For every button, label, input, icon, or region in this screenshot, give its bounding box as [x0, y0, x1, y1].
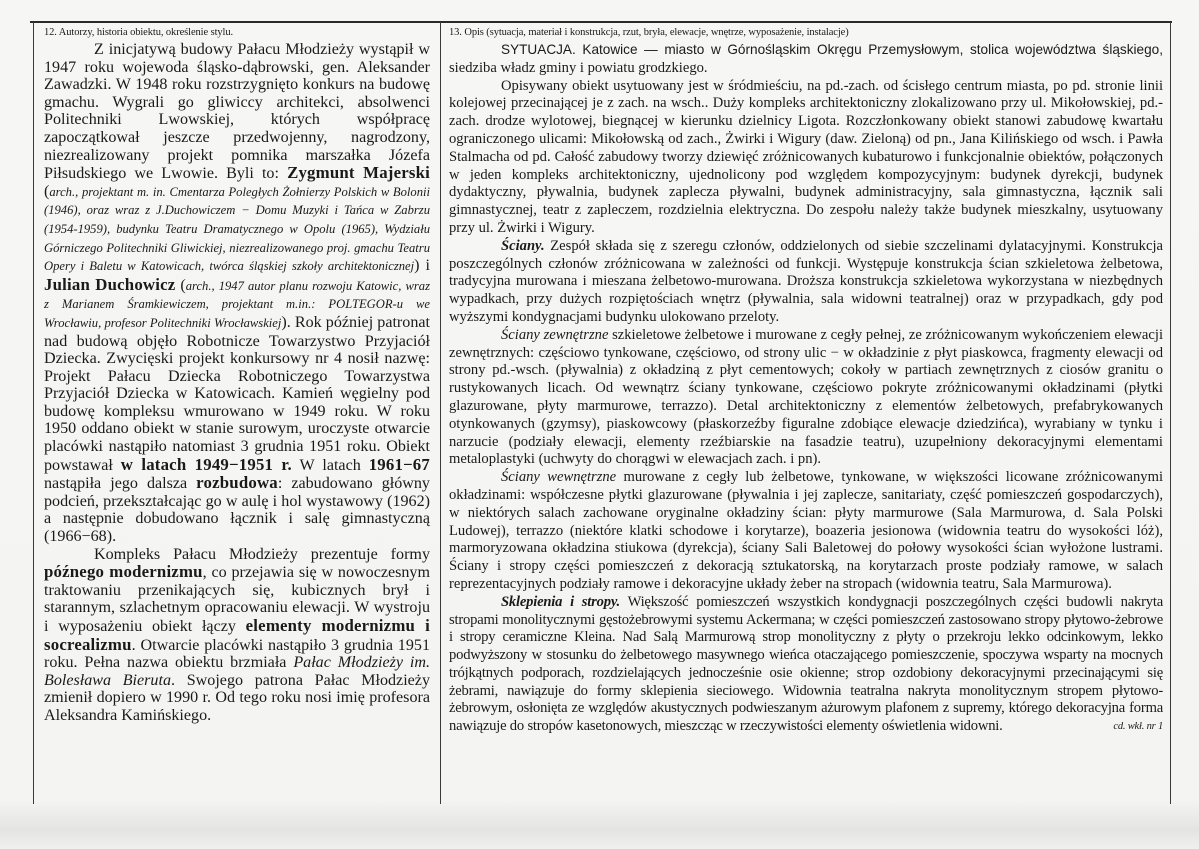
text-run: murowane z cegły lub żelbetowe, tynkowane, w większości licowane zróżnicowanymi okładzinami: współczesne płytki glazurowane (pływalnia i jej zaplecze, sanitariaty, część pomieszczeń gospodarczych), w niektórych salach zachowane oryginalne okładziny ścian: płyty marmurowe (Sala Marmurowa, d. Sala Polski Ludowej), terrazzo (niektóre klatki schodowe i korytarze), boazeria jesionowa (widownia teatru do wysokości lóż), marmoryzowana okładzina stiukowa (dyrekcja), ściany Sali Baletowej do połowy wysokości ścian wyłożone lustrami. Ściany i stropy części pomieszczeń z dekoracją sztukatorską, na korytarzach proste podziały ramowe, w salach reprezentacyjnych podziały ramowe i dekoracyjne układy żeber na stropach (widownia teatru, Sala Marmurowa). [449, 469, 1163, 592]
paragraph [44, 41, 430, 546]
text-run: : zabudowano główny podcień, przekształcając go w aulę i hol wystawowy (1962) a następnie dobudowano łącznik i salę gimnastyczną (1966−68). [44, 475, 430, 546]
paragraph [449, 41, 1163, 78]
text-run: siedziba władz gminy i powiatu grodzkiego. [449, 59, 708, 76]
paragraph [44, 546, 430, 725]
emphasized-text: Julian Duchowicz [44, 274, 176, 294]
emphasized-text: Sklepienia i stropy. [501, 593, 620, 610]
paragraph [449, 238, 1163, 327]
emphasized-text: rozbudowa [196, 473, 278, 493]
text-run: Kompleks Pałacu Młodzieży prezentuje formy [94, 545, 430, 563]
text-run: nastąpiła jego dalsza [44, 475, 197, 493]
section-body [449, 41, 1163, 736]
section-13-description [449, 24, 1163, 736]
text-run: Zespół składa się z szeregu członów, oddzielonych od siebie szczelinami dylatacyjnymi. Konstrukcja poszczególnych członów zróżnicowana w zależności od funkcji. Występuje konstrukcja ścian szkieletowa żelbetowa, tradycyjna murowana i mieszana żelbetowo-murowana. Droższa konstrukcja szkieletowa wykorzystana w niezbędnych wypadkach, przy dużych rozpiętościach wnętrz (pływalnia, sala widowni teatralnej) oraz w przypadkach, gdy pod wyższymi kondygnacjami budynku ulokowano przeloty. [449, 237, 1163, 325]
right-border [1170, 22, 1171, 804]
section-12-authors-history [44, 24, 430, 725]
italic-text: Ściany wewnętrzne [501, 469, 617, 486]
italic-text: Ściany zewnętrzne [501, 326, 609, 343]
text-run: , co przejawia się w nowoczesnym traktowaniu przenikających się, kubicznych brył i starannym, szlachetnym opracowaniu elewacji. W wystroju i wyposażeniu obiekt łączy [44, 564, 430, 635]
emphasized-text: 1961−67 [368, 454, 430, 474]
emphasized-text: w latach 1949−1951 r. [120, 454, 292, 474]
text-run: Opisywany obiekt usytuowany jest w śródmieściu, na pd.-zach. od ścisłego centrum miasta, po pd. stronie linii kolejowej przecinającej je z zach. na wsch.. Duży kompleks architektoniczny zlokalizowano przy ul. Mikołowskiej, pd.-zach. drodze wylotowej, biegnącej w kierunku dzielnicy Ligota. Rozczłonkowany obiekt stanowi zabudowę kwartału ograniczonego ulicami: Mikołowską od zach., Żwirki i Wigury (daw. Zieloną) od pn., Jana Kilińskiego od wsch. i Pawła Stalmacha od pd. Całość zabudowy tworzy dziewięć zróżnicowanych kubaturowo i funkcjonalnie obiektów, połączonych w jeden kompleks architektoniczny, ujednolicony pod względem kompozycyjnym: budynek dyrekcji, budynek dydaktyczny, pływalnia, budynek zaplecza pływalni, budynek administracyjny, sala gimnastyczna, łącznik sali gimnastycznej, teatr z zapleczem, rozdzielnia elektryczna. Do zespołu należy także budynek mieszkalny, usytuowany przy ul. Żwirki i Wigury. [449, 77, 1163, 236]
text-run: ) i [414, 257, 431, 275]
section-body [44, 41, 430, 725]
paragraph [449, 594, 1163, 736]
italic-text: arch., projektant m. in. Cmentarza Poległych Żołnierzy Polskich w Bolonii (1946), oraz wraz z J.Duchowiczem − Domu Muzyki i Tańca w Zabrzu (1954-1959), budynku Teatru Dramatycznego w Opolu (1965), Wydziału Górniczego Politechniki Gliwickiej, niezrealizowanego proj. gmachu Teatru Opery i Baletu w Katowicach, twórca śląskiej szkoły architektonicznej [44, 184, 430, 274]
continuation-note: cd. wkł. nr 1 [1113, 721, 1163, 733]
emphasized-text: elementy modernizmu i socrealizmu [44, 616, 431, 654]
italic-text: arch., 1947 autor planu rozwoju Katowic, wraz z Marianem Śramkiewiczem, projektant m.in.: POLTEGOR-u we Wrocławiu, profesor Politechniki Wrocławskiej [44, 278, 430, 330]
text-run: Większość pomieszczeń wszystkich kondygnacji poszczególnych części budowli nakryta stropami monolitycznymi gęstożebrowymi systemu Ackermana; w części pomieszczeń zastosowano stropy płytowo-żebrowe i stropy ceramiczne Kleina. Nad Salą Marmurową strop monolityczny z płyty o przekroju lekko odcinkowym, lekko podwyższony w stosunku do żelbetowego masywnego wieńca otaczającego pomieszczenie, spoczywa wsparty na mocnych trójkątnych podporach, rozdzielających jednocześnie osie okienne; strop ozdobiony dekoracyjnymi przecinającymi się żebrami, nawiązuje do formy sklepienia sieciowego. Widownia teatralna nakryta monolitycznym stropem płytowo-żebrowym, osłonięta ze względów akustycznych podwieszanym ażurowym plafonem z supremy, którego dekoracyjna forma nawiązuje do stropów kasetonowych, mieszcząc w rzeczywistości elementy oświetlenia widowni. [449, 593, 1163, 735]
text-run: W latach [291, 456, 369, 474]
text-run: ). Rok później patronat nad budową objęło Robotnicze Towarzystwo Przyjaciół Dziecka. Zwycięski projekt konkursowy nr 4 nosił nazwę: Projekt Pałacu Dziecka Robotniczego Towarzystwa Przyjaciół Dziecka w Katowicach. Kamień węgielny pod budowę kompleksu wmurowano w 1949 roku. W roku 1950 oddano obiekt w stanie surowym, uroczyste otwarcie placówki nastąpiło natomiast 3 grudnia 1951 roku. Obiekt powstawał [44, 313, 430, 474]
paragraph [449, 78, 1163, 238]
italic-text: Pałac Młodzieży im. Bolesława Bieruta [44, 654, 430, 689]
emphasized-text: Ściany. [501, 237, 545, 254]
top-rule [30, 21, 1172, 23]
left-border [33, 22, 34, 804]
text-run: ( [44, 182, 50, 200]
text-run: Z inicjatywą budowy Pałacu Młodzieży wystąpił w 1947 roku wojewoda śląsko-dąbrowski, gen. Aleksander Zawadzki. W 1948 roku rozstrzygnięto konkurs na budowę gmachu. Wygrali go gliwiccy architekci, absolwenci Politechniki Lwowskiej, których współpracę zapoczątkował jeszcze przedwojenny, nagrodzony, niezrealizowany projekt pomnika marszałka Józefa Piłsudskiego we Lwowie. Byli to: [44, 41, 430, 183]
text-run: . Otwarcie placówki nastąpiło 3 grudnia 1951 roku. Pełna nazwa obiektu brzmiała [44, 636, 430, 672]
paragraph [449, 327, 1163, 469]
text-run: szkieletowe żelbetowe i murowane z cegły pełnej, ze zróżnicowanym wykończeniem elewacji zewnętrznych: częściowo tynkowane, częściowo, od strony ulic − w okładzinie z płyt piaskowca, fragmenty elewacji od strony pd.-wsch. (pływalnia) z okładziną z płyt cementowych; cokoły w partiach zewnętrznych z ciosów granitu o rustykowanych licach. Od wewnątrz ściany tynkowane, częściowo pokryte zróżnicowanymi okładzinami (płytki glazurowane, płyty marmurowe, terrazzo). Detal architektoniczny z elementów żelbetowych, prefabrykowanych otynkowanych (gzymsy), piaskowcowy (płaskorzeźby figuralne zdobiące elewacje dziedzińca), wyrabiany w tynku i narzucie (podziały elewacji, elementy rzeźbiarskie na fasadzie teatru), uzupełniony dekoracyjnymi elementami metaloplastyki (uchwyty do chorągwi w elewacjach zach. i pn). [449, 326, 1163, 468]
section-header: 13. Opis (sytuacja, materiał i konstrukcja, rzut, bryła, elewacje, wnętrze, wyposażenie, instalacje) [449, 27, 849, 38]
text-run: . Swojego patrona Pałac Młodzieży zmienił dopiero w 1990 r. Od tego roku nosi imię profesora Aleksandra Kamińskiego. [44, 671, 430, 724]
italic-text: SYTUACJA. Katowice — miasto w Górnośląskim Okręgu Przemysłowym, stolica województwa śląskiego, [501, 42, 1163, 57]
emphasized-text: Zygmunt Majerski [287, 163, 431, 183]
text-run: ( [175, 276, 186, 294]
column-divider [440, 22, 441, 804]
emphasized-text: późnego modernizmu [44, 562, 203, 582]
section-header: 12. Autorzy, historia obiektu, określenie stylu. [44, 27, 234, 38]
paragraph [449, 469, 1163, 594]
